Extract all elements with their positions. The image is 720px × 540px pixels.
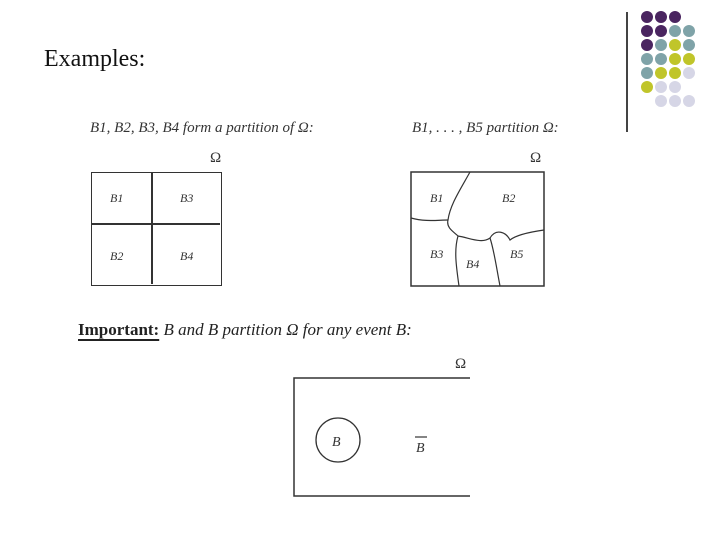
example1-caption: B1, B2, B3, B4 form a partition of Ω: xyxy=(90,120,314,136)
decorative-dot xyxy=(669,67,681,79)
region-b1: B1 xyxy=(430,191,444,205)
decorative-dot xyxy=(669,25,681,37)
region-b2: B2 xyxy=(502,191,516,205)
event-b-label: B xyxy=(332,435,341,450)
decorative-dot xyxy=(669,11,681,23)
example1-omega: Ω xyxy=(210,150,222,166)
decorative-dot xyxy=(641,39,653,51)
example1-grid xyxy=(91,172,222,286)
divider-line xyxy=(626,12,628,132)
cell-b3: B3 xyxy=(180,191,194,205)
cell-b1: B1 xyxy=(110,191,124,205)
important-line xyxy=(78,320,412,340)
cell-b4: B4 xyxy=(180,249,194,263)
grid-vertical-line xyxy=(151,173,153,284)
decorative-dot xyxy=(669,53,681,65)
important-text: B and B partition Ω for any event B: xyxy=(163,320,412,339)
example2-omega: Ω xyxy=(530,150,542,166)
decorative-dot xyxy=(683,39,695,51)
decorative-dot xyxy=(641,11,653,23)
decorative-dot xyxy=(641,25,653,37)
decorative-dot xyxy=(655,11,667,23)
example2-diagram xyxy=(410,170,546,288)
decorative-dot xyxy=(655,67,667,79)
decorative-dot xyxy=(683,53,695,65)
decorative-dot xyxy=(683,67,695,79)
important-omega: Ω xyxy=(455,356,467,372)
grid-horizontal-line xyxy=(92,223,220,225)
decorative-dot xyxy=(669,95,681,107)
boundary-line xyxy=(458,230,544,241)
boundary-line xyxy=(411,218,448,221)
region-b4: B4 xyxy=(466,257,480,271)
decorative-dot xyxy=(641,53,653,65)
decorative-dot xyxy=(683,25,695,37)
decorative-dot xyxy=(655,25,667,37)
decorative-dot xyxy=(655,53,667,65)
decorative-dot xyxy=(641,81,653,93)
decorative-dot xyxy=(655,39,667,51)
boundary-line xyxy=(490,238,500,286)
important-label: Important: xyxy=(78,320,160,339)
decorative-dot xyxy=(655,81,667,93)
important-outer-box xyxy=(294,378,470,496)
cell-b2: B2 xyxy=(110,249,124,263)
region-b5: B5 xyxy=(510,247,524,261)
example2-caption: B1, . . . , B5 partition Ω: xyxy=(412,120,559,136)
important-diagram xyxy=(292,376,472,498)
decorative-dot xyxy=(669,39,681,51)
region-b3: B3 xyxy=(430,247,444,261)
slide-title: Examples: xyxy=(44,46,146,72)
complement-label: B xyxy=(416,441,425,456)
decorative-dot xyxy=(655,95,667,107)
decorative-dot xyxy=(669,81,681,93)
decorative-dot xyxy=(641,67,653,79)
decorative-dot xyxy=(683,95,695,107)
